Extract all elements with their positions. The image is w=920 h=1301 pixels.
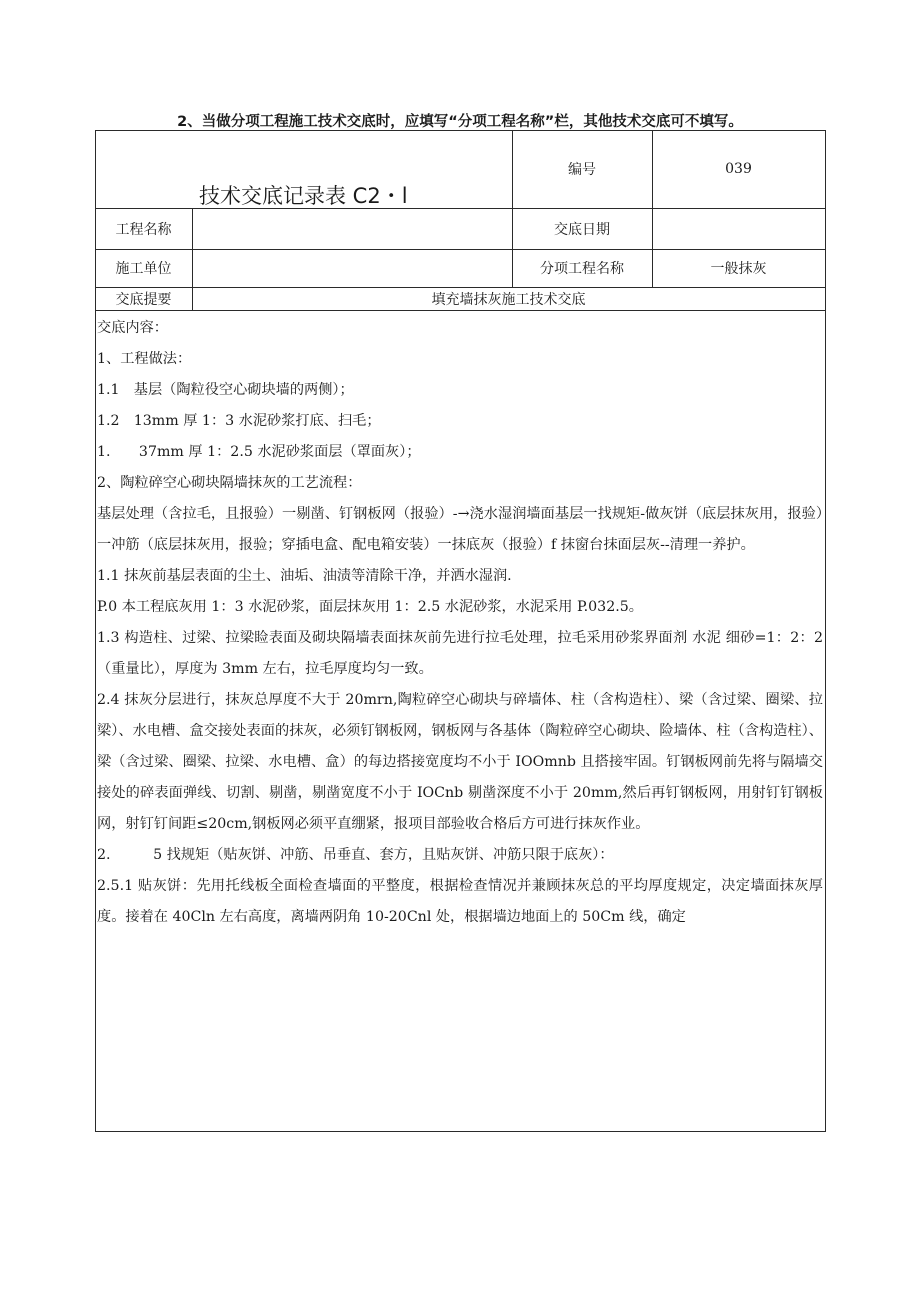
date-value: [652, 208, 825, 249]
content-line: 1、工程做法：: [97, 351, 192, 367]
unit-value: [192, 249, 512, 287]
table-border-bottom: [95, 1131, 826, 1132]
content-line: 1.2 13mm 厚 1：3 水泥砂浆打底、扫毛；: [97, 413, 381, 429]
row-divider-4: [95, 310, 826, 311]
handover-content: [97, 313, 823, 933]
content-line: 1. 37mm 厚 1：2.5 水泥砂浆面层（罩面灰）；: [97, 444, 421, 460]
summary-value: 填充墙抹灰施工技术交底: [431, 291, 586, 308]
table-border-top: [95, 130, 826, 131]
content-line: 交底内容：: [97, 320, 168, 336]
project-name-label: 工程名称: [115, 221, 172, 238]
summary-label: 交底提要: [115, 291, 172, 308]
content-line: P.0 本工程底灰用 1：3 水泥砂浆，面层抹灰用 1：2.5 水泥砂浆，水泥采用 P.032.5。: [97, 599, 643, 615]
content-paragraph: 2.5.1 贴灰饼：先用托线板全面检查墙面的平整度，根据检查情况并兼顾抹灰总的平均厚度规定，决定墙面抹灰厚度。接着在 40Cln 左右高度，离墙两阴角 10-20Cnl 处，根据墙边地面上的 50Cm 线，确定: [97, 878, 823, 925]
subproject-label: 分项工程名称: [540, 261, 624, 277]
project-name-value: [192, 208, 512, 249]
number-label: 编号: [568, 162, 596, 178]
form-title: 技术交底记录表 C2・l: [199, 184, 408, 208]
subproject-value: 一般抹灰: [710, 261, 767, 277]
table-border-right: [825, 130, 826, 1132]
number-value: 039: [725, 161, 752, 177]
content-line: 2、陶粒碎空心砌块隔墙抹灰的工艺流程：: [97, 475, 362, 491]
content-paragraph: 2.4 抹灰分层进行，抹灰总厚度不大于 20mrn,陶粒碎空心砌块与碎墙体、柱（含构造柱）、梁（含过梁、圈梁、拉梁）、水电槽、盒交接处表面的抹灰，必须钉钢板网，钢板网与各基体（陶粒碎空心砌块、险墙体、柱（含构造柱）、梁（含过梁、圈梁、拉梁、水电槽、盒）的每边搭接宽度均不小于 IOOmnb 且搭接牢固。钉钢板网前先将与隔墙交接处的碎表面弹线、切割、剔凿，剔凿宽度不小于 IOCnb 剔凿深度不小于 20mm,然后再钉钢板网，用射钉钉钢板网，射钉钉间距≤20cm,钢板网必须平直绷紧，报项目部验收合格后方可进行抹灰作业。: [97, 692, 823, 832]
content-paragraph: 基层处理（含拉毛，且报验）一剔凿、钉钢板网（报验）-→浇水湿润墙面基层一找规矩-做灰饼（底层抹灰用，报验）一冲筋（底层抹灰用，报验；穿插电盒、配电箱安装）一抹底灰（报验）f 抹窗台抹面层灰--清理一养护。: [97, 506, 823, 553]
content-line: 1.1 基层（陶粒役空心砌块墙的两侧）；: [97, 382, 354, 398]
unit-label: 施工单位: [115, 261, 172, 277]
form-note: 2、当做分项工程施工技术交底时，应填写“分项工程名称”栏，其他技术交底可不填写。: [177, 114, 743, 130]
content-line: 1.1 抹灰前基层表面的尘土、油垢、油渍等清除干净，并洒水湿润.: [97, 568, 512, 584]
content-paragraph: 1.3 构造柱、过梁、拉梁睑表面及砌块隔墙表面抹灰前先进行拉毛处理，拉毛采用砂浆界面剂 水泥 细砂=1：2：2（重量比），厚度为 3mm 左右，拉毛厚度均匀一致。: [97, 630, 823, 677]
content-line: 2. 5 找规矩（贴灰饼、冲筋、吊垂直、套方，且贴灰饼、冲筋只限于底灰）：: [97, 847, 614, 863]
date-label: 交底日期: [554, 221, 610, 238]
